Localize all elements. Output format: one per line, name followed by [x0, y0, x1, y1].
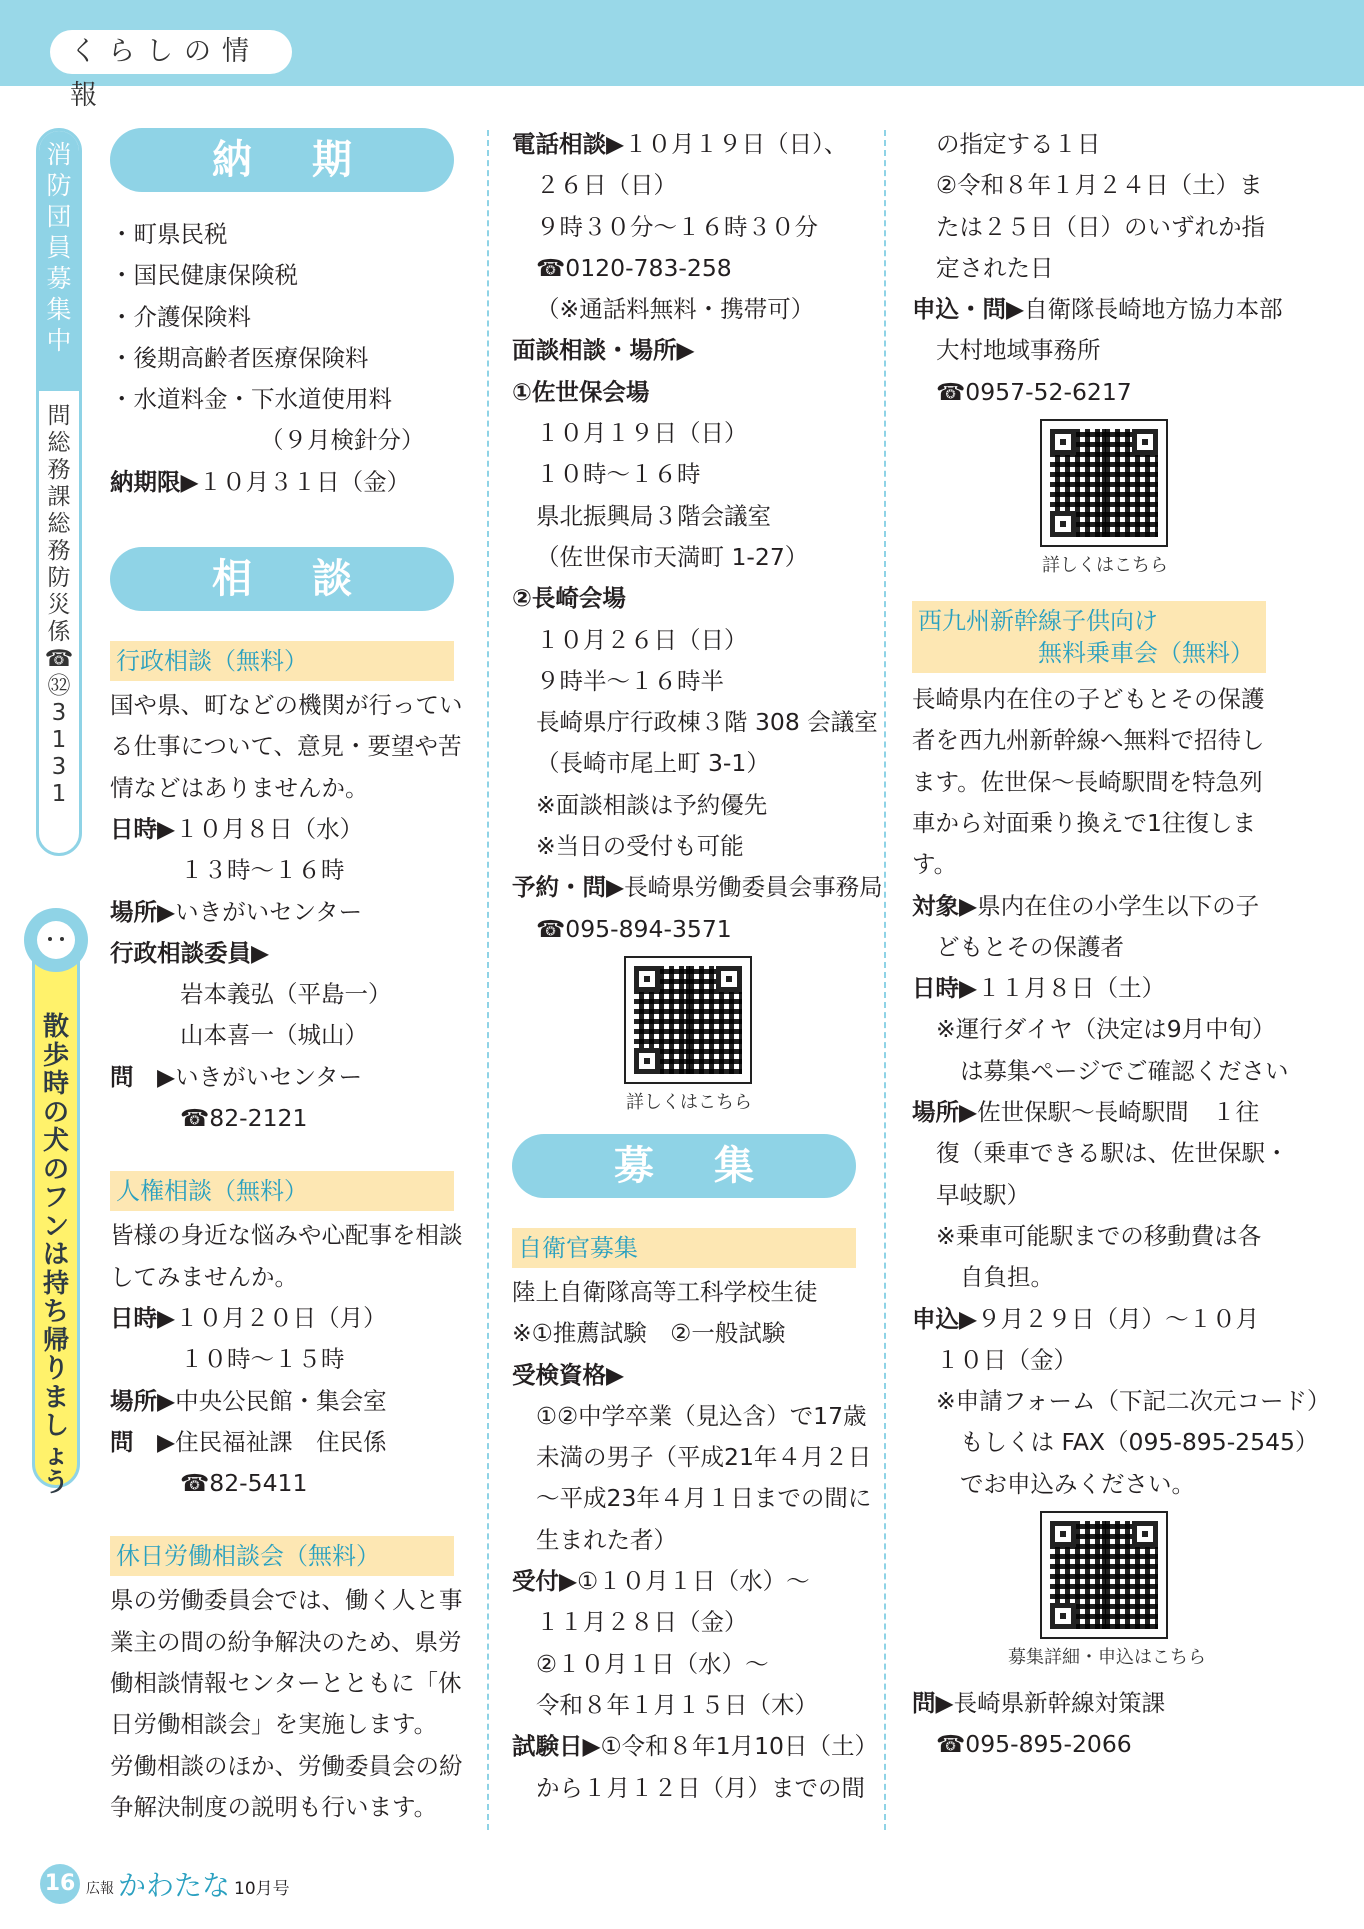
body-line: 長崎県庁行政棟３階 308 会議室: [536, 708, 878, 737]
jieikan-title: 自衛官募集: [512, 1228, 856, 1268]
body-line: １０月１９日（日）: [536, 419, 748, 448]
side-char: 総: [47, 430, 71, 456]
value: 住民福祉課 住民係: [175, 1427, 387, 1456]
nouki-item: ・介護保険料: [110, 302, 251, 331]
body-line: る仕事について、意見・要望や苦: [110, 732, 462, 761]
label: 問▶: [912, 1689, 954, 1718]
side-char: 3: [51, 754, 67, 780]
dog-tab-char: 歩: [42, 1040, 69, 1071]
column-divider: [487, 130, 489, 1830]
side-char: 員: [46, 233, 72, 262]
body-line: 令和８年１月１５日（木）: [536, 1690, 818, 1719]
body-line: ９時半〜１６時半: [536, 666, 724, 695]
uketsuke: [512, 1561, 872, 1602]
dog-tab-char: 散: [42, 1012, 69, 1042]
qr-caption: 詳しくはこちら: [1042, 555, 1168, 577]
body-line: １０月２６日（日）: [536, 625, 748, 654]
phone-icon: ☎: [44, 646, 74, 672]
side-char: 務: [47, 538, 71, 564]
body-line: ※当日の受付も可能: [536, 832, 744, 861]
body-line: １０日（金）: [936, 1345, 1077, 1374]
label: 場所▶: [110, 1386, 176, 1415]
body-line: ※乗車可能駅までの移動費は各: [936, 1221, 1262, 1250]
label: 日時▶: [110, 814, 176, 843]
toi-tel: ☎095-895-2066: [936, 1730, 1132, 1759]
body-line: ※運行ダイヤ（決定は9月中旬）: [936, 1015, 1276, 1044]
dog-icon: [24, 908, 88, 972]
column-1: [110, 124, 463, 1828]
dog-tab-char: し: [42, 1411, 69, 1441]
gyosei-time: １３時〜１６時: [180, 856, 345, 885]
dog-tab-char: フ: [42, 1183, 69, 1213]
basho: [912, 1092, 1292, 1133]
label: 問 ▶: [110, 1062, 176, 1091]
value: １１月８日（土）: [977, 974, 1166, 1003]
dog-tab-char: ン: [42, 1211, 69, 1242]
body-line: ます。佐世保〜長崎駅間を特急列: [912, 767, 1263, 796]
qr-code-icon[interactable]: [1040, 1511, 1168, 1639]
phone-consult: [512, 124, 872, 165]
nouki-item: ・水道料金・下水道使用料: [110, 385, 392, 414]
side-tab-title: [39, 131, 79, 391]
dog-tab-char: ま: [42, 1382, 69, 1413]
side-tab-contact: [39, 391, 79, 808]
soudan-heading: 相談: [110, 547, 454, 611]
brand-logo: かわたな: [118, 1869, 231, 1902]
side-char: 災: [47, 592, 71, 618]
body-line: ９時３０分〜１６時３０分: [536, 212, 818, 241]
nichiji: [912, 968, 1292, 1009]
shinkansen-title: [912, 601, 1266, 673]
qr-code-icon[interactable]: [624, 956, 752, 1084]
side-char: 団: [46, 202, 72, 231]
kouhou-label: 広報: [86, 1881, 114, 1897]
body-line: 早岐駅）: [936, 1180, 1030, 1209]
dog-tab-char: ち: [42, 1297, 69, 1327]
header-band: [0, 0, 1364, 111]
body-line: 生まれた者）: [536, 1525, 677, 1554]
body-line: 〜平成23年４月１日までの間に: [536, 1484, 872, 1513]
body-line: 労働相談のほか、労働委員会の紛: [110, 1751, 463, 1780]
qr-block: [1040, 419, 1170, 577]
side-char: 防: [46, 171, 72, 200]
body-line: １０時〜１６時: [536, 460, 701, 489]
body-line: 県北振興局３階会議室: [536, 501, 771, 530]
body-line: ※面談相談は予約優先: [536, 790, 768, 819]
value: 県内在住の小学生以下の子: [977, 891, 1260, 920]
body-line: （佐世保市天満町 1-27）: [536, 542, 809, 571]
value: １０月１９日（日）、: [624, 130, 848, 158]
body-line: す。: [912, 850, 958, 879]
body-line: たは２５日（日）のいずれか指: [936, 212, 1265, 241]
value: いきがいセンター: [175, 897, 363, 926]
shiken: [512, 1726, 878, 1767]
qr-caption: 募集詳細・申込はこちら: [1008, 1647, 1206, 1669]
boshu-heading: 募集: [512, 1134, 856, 1198]
label: 受付▶: [512, 1567, 578, 1596]
body-line: （長崎市尾上町 3-1）: [536, 749, 770, 778]
value: 自衛隊長崎地方協力本部: [1024, 295, 1283, 324]
side-char: 1: [51, 781, 67, 807]
body-line: 長崎県内在住の子どもとその保護: [912, 685, 1265, 714]
jinken-title: 人権相談（無料）: [110, 1171, 454, 1211]
dog-tab-char: う: [42, 1468, 69, 1498]
toi: [912, 1683, 1292, 1724]
gyosei-member: 山本喜一（城山）: [180, 1021, 368, 1050]
gyosei-member-label: 行政相談委員▶: [110, 938, 270, 967]
moushikomi: [912, 289, 1292, 330]
body-line: ②令和８年１月２４日（土）ま: [936, 171, 1263, 200]
deadline-value: １０月３１日（金）: [198, 467, 411, 496]
dog-tab-char: 時: [42, 1069, 69, 1099]
jinken-time: １０時〜１５時: [180, 1345, 345, 1374]
value: いきがいセンター: [175, 1062, 363, 1091]
body-line: ①②中学卒業（見込含）で17歳: [536, 1401, 867, 1430]
body-line: （※通話料無料・携帯可）: [536, 295, 815, 324]
body-line: でお申込みください。: [960, 1469, 1195, 1498]
body-line: どもとその保護者: [936, 932, 1124, 961]
side-char: 中: [46, 326, 72, 355]
taisho: [912, 886, 1292, 927]
body-line: ※申請フォーム（下記二次元コード）: [936, 1387, 1331, 1416]
dog-tab-char: ょ: [42, 1439, 69, 1470]
body-line: 働相談情報センターとともに「休: [110, 1669, 462, 1698]
gyosei-tel: ☎82-2121: [180, 1104, 308, 1133]
body-line: 未満の男子（平成21年４月２日: [536, 1443, 872, 1472]
sasebo-label: ①佐世保会場: [512, 377, 650, 406]
label: 予約・問▶: [512, 873, 625, 902]
label: 問 ▶: [110, 1427, 176, 1456]
body-line: 者を西九州新幹線へ無料で招待し: [912, 726, 1265, 755]
nagasaki-label: ②長崎会場: [512, 584, 626, 613]
value: 中央公民館・集会室: [175, 1386, 387, 1415]
nouki-item: （９月検針分）: [260, 426, 425, 455]
dog-tab-char: り: [42, 1354, 69, 1384]
label: 日時▶: [912, 974, 978, 1003]
side-char: 務: [47, 457, 71, 483]
body-line: １１月２８日（金）: [536, 1608, 748, 1637]
body-line: ☎0957-52-6217: [936, 377, 1132, 406]
body-line: 陸上自衛隊高等工科学校生徒: [512, 1277, 818, 1306]
body-line: 定された日: [936, 253, 1054, 282]
side-char: 消: [46, 140, 72, 169]
body-line: ☎0120-783-258: [536, 253, 732, 282]
body-line: から１月１２日（月）までの間: [536, 1773, 865, 1802]
issue-label: 10月号: [234, 1879, 290, 1899]
nouki-item: ・町県民税: [110, 220, 228, 248]
label: 対象▶: [912, 891, 978, 920]
dog-tab-char: 犬: [42, 1126, 69, 1156]
body-line: 争解決制度の説明も行います。: [110, 1792, 438, 1821]
title-line: 無料乗車会（無料）: [1038, 639, 1254, 668]
side-char: 総: [47, 511, 71, 537]
qr-block: [1002, 1511, 1212, 1669]
nouki-item: ・後期高齢者医療保険料: [110, 343, 369, 372]
fire-brigade-recruit-tab: [36, 128, 82, 856]
page-number: 16: [40, 1864, 80, 1904]
jinken-tel: ☎82-5411: [180, 1469, 308, 1498]
body-line: ②１０月１日（水）〜: [536, 1649, 769, 1678]
gyosei-member: 岩本義弘（平島一）: [180, 980, 392, 1009]
side-char: 1: [51, 727, 67, 753]
body-line: 復（乗車できる駅は、佐世保駅・: [936, 1139, 1289, 1168]
body-line: もしくは FAX（095-895-2545）: [960, 1428, 1319, 1457]
body-line: 県の労働委員会では、働く人と事: [110, 1586, 463, 1615]
side-char: 集: [46, 295, 72, 324]
jinken-contact: [110, 1422, 460, 1463]
dog-tab-char: は: [42, 1240, 69, 1270]
nouki-deadline: [110, 462, 460, 503]
label: 申込・問▶: [912, 295, 1025, 324]
side-char: ㉜: [47, 673, 71, 699]
value: ①１０月１日（水）〜: [577, 1567, 810, 1596]
body-line: 業主の間の紛争解決のため、県労: [110, 1627, 462, 1656]
gyosei-contact: [110, 1057, 460, 1098]
gyosei-place: [110, 892, 460, 933]
qr-code-icon[interactable]: [1040, 419, 1168, 547]
body-line: 皆様の身近な悩みや心配事を相談: [110, 1221, 463, 1250]
value: 長崎県新幹線対策課: [953, 1689, 1166, 1718]
value: １０月８日（水）: [175, 814, 364, 843]
nouki-item: ・国民健康保険税: [110, 261, 298, 290]
reserve-tel: ☎095-894-3571: [536, 914, 732, 943]
body-line: 情などはありませんか。: [110, 773, 369, 802]
qr-caption: 詳しくはこちら: [626, 1091, 752, 1113]
body-line: してみませんか。: [110, 1262, 298, 1291]
footer: [40, 1860, 290, 1904]
body-line: 車から対面乗り換えで1往復しま: [912, 808, 1256, 837]
value: １０月２０日（月）: [175, 1303, 387, 1332]
column-3: [912, 124, 1331, 1766]
moushi2: [912, 1299, 1292, 1340]
body-line: は募集ページでご確認ください: [960, 1056, 1289, 1085]
body-line: ２６日（日）: [536, 171, 677, 200]
side-char: 係: [47, 619, 71, 645]
value: ９月２９日（月）〜１０月: [977, 1304, 1260, 1333]
label: 場所▶: [912, 1098, 978, 1127]
side-char: 課: [47, 484, 71, 510]
body-line: 大村地域事務所: [936, 336, 1101, 365]
label: 試験日▶: [512, 1732, 601, 1761]
gyosei-title: 行政相談（無料）: [110, 641, 454, 681]
side-char: 防: [47, 565, 71, 591]
label: 電話相談▶: [512, 130, 625, 158]
value: 長崎県労働委員会事務局: [624, 873, 883, 902]
jinken-date: [110, 1298, 460, 1339]
dog-tab-char: 帰: [42, 1325, 69, 1356]
reserve-contact: [512, 867, 883, 908]
qr-block: [624, 956, 754, 1114]
dog-tab-char: の: [42, 1154, 69, 1185]
label: 申込▶: [912, 1304, 978, 1333]
title-line: 西九州新幹線子供向け: [918, 607, 1158, 636]
kyujitsu-title: 休日労働相談会（無料）: [110, 1536, 454, 1576]
dog-tab-char: 持: [42, 1268, 69, 1299]
shikaku-label: 受検資格▶: [512, 1360, 625, 1389]
body-line: ※①推薦試験 ②一般試験: [512, 1319, 786, 1348]
section-label: くらしの情報: [50, 30, 292, 74]
label: 日時▶: [110, 1303, 176, 1332]
side-char: 募: [46, 264, 72, 293]
side-char: 3: [51, 700, 67, 726]
body-line: の指定する１日: [936, 130, 1101, 158]
body-line: 自負担。: [960, 1263, 1054, 1292]
deadline-label: 納期限▶: [110, 467, 199, 496]
label: 場所▶: [110, 897, 176, 926]
body-line: 日労働相談会」を実施します。: [110, 1710, 438, 1739]
side-char: 問: [47, 403, 71, 429]
column-2: [512, 124, 883, 1809]
dog-waste-notice-tab: [32, 918, 80, 1498]
dog-tab-char: の: [42, 1097, 69, 1128]
body-line: 国や県、町などの機関が行ってい: [110, 691, 463, 720]
value: ①令和８年1月10日（土）: [600, 1732, 878, 1761]
nouki-heading: 納期: [110, 128, 454, 192]
gyosei-date: [110, 809, 460, 850]
value: 佐世保駅〜長崎駅間 １往: [977, 1098, 1260, 1127]
meeting-label: 面談相談・場所▶: [512, 336, 695, 365]
jinken-place: [110, 1381, 460, 1422]
column-divider: [884, 130, 886, 1830]
